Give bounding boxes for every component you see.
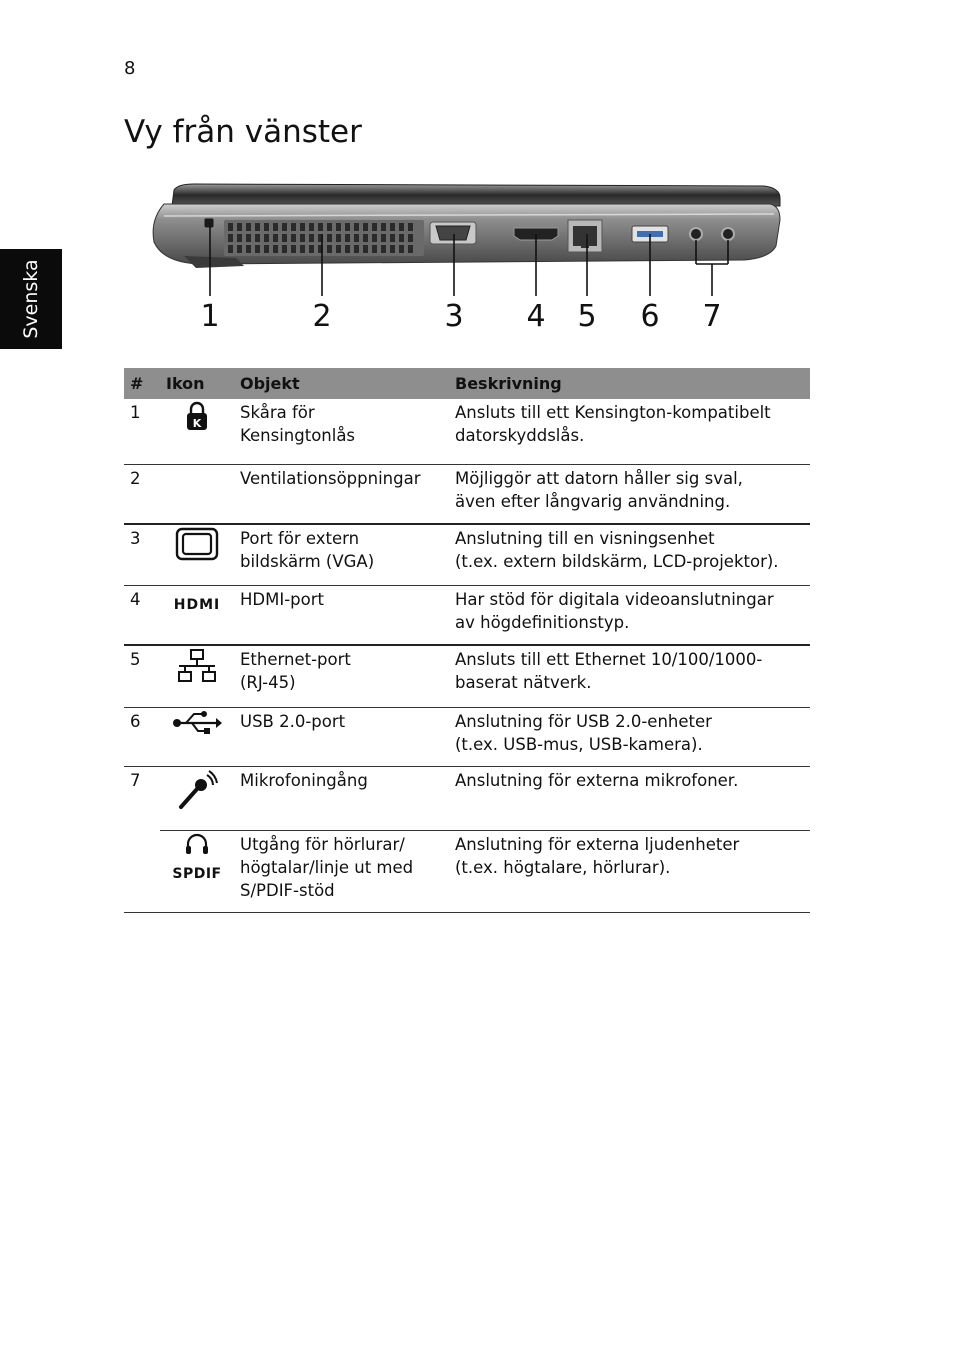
table-row xyxy=(124,645,810,707)
table-row xyxy=(124,586,810,646)
row-number: 2 xyxy=(124,464,160,524)
table-row xyxy=(124,464,810,524)
row-object: Port för extern bildskärm (VGA) xyxy=(234,524,449,586)
row-object: Utgång för hörlurar/ högtalar/linje ut med S/PDIF-stöd xyxy=(234,830,449,912)
row-number: 3 xyxy=(124,524,160,586)
row-number xyxy=(124,830,160,912)
row-object: Ventilationsöppningar xyxy=(234,464,449,524)
port-ethernet xyxy=(568,220,602,252)
table-header-row xyxy=(124,368,810,399)
spdif-label-icon: SPDIF xyxy=(172,865,222,882)
row-object: Ethernet-port (RJ-45) xyxy=(234,645,449,707)
row-description: Anslutning för USB 2.0-enheter (t.ex. USB-mus, USB-kamera). xyxy=(449,707,810,766)
row-number: 4 xyxy=(124,586,160,646)
row-icon-empty xyxy=(160,464,234,524)
table-row xyxy=(124,707,810,766)
row-object: HDMI-port xyxy=(234,586,449,646)
usb-icon xyxy=(172,710,222,736)
laptop-side-illustration xyxy=(124,176,810,346)
laptop-left-side-figure xyxy=(124,176,810,346)
row-description: Möjliggör att datorn håller sig sval, även efter långvarig användning. xyxy=(449,464,810,524)
row-description: Anslutning för externa mikrofoner. xyxy=(449,766,810,830)
row-description: Ansluts till ett Kensington-kompatibelt datorskyddslås. xyxy=(449,399,810,464)
microphone-icon xyxy=(175,769,219,811)
port-mic xyxy=(690,228,702,240)
row-number: 6 xyxy=(124,707,160,766)
callout-5: 5 xyxy=(577,299,597,334)
callout-6: 6 xyxy=(640,299,660,334)
callout-3: 3 xyxy=(444,299,464,334)
headphone-icon xyxy=(184,833,210,855)
header-description: Beskrivning xyxy=(449,368,810,399)
table-row xyxy=(124,830,810,912)
laptop-lid xyxy=(172,184,780,206)
page-number: 8 xyxy=(124,58,136,79)
kensington-lock-icon xyxy=(185,401,209,431)
ventilation-grille xyxy=(224,220,424,256)
row-description: Ansluts till ett Ethernet 10/100/1000- baserat nätverk. xyxy=(449,645,810,707)
port-vga xyxy=(430,222,476,244)
row-number: 7 xyxy=(130,770,141,790)
table-row xyxy=(124,766,810,830)
callout-4: 4 xyxy=(526,299,546,334)
ethernet-network-icon xyxy=(175,648,219,684)
page-title: Vy från vänster xyxy=(124,114,362,150)
callout-7: 7 xyxy=(702,299,722,334)
ports-table xyxy=(124,368,810,913)
row-description: Anslutning för externa ljudenheter (t.ex. högtalare, hörlurar). xyxy=(449,830,810,912)
table-row xyxy=(124,399,810,464)
row-description: Anslutning till en visningsenhet (t.ex. extern bildskärm, LCD-projektor). xyxy=(449,524,810,586)
row-description: Har stöd för digitala videoanslutningar av högdefinitionstyp. xyxy=(449,586,810,646)
svg-text:K: K xyxy=(192,417,202,430)
row-number: 5 xyxy=(124,645,160,707)
port-kensington xyxy=(204,218,214,228)
table-row xyxy=(124,524,810,586)
row-object: USB 2.0-port xyxy=(234,707,449,766)
callout-1: 1 xyxy=(200,299,220,334)
hdmi-icon: HDMI xyxy=(173,597,221,613)
header-num: # xyxy=(124,368,160,399)
row-number: 1 xyxy=(124,399,160,464)
vga-monitor-icon xyxy=(175,527,219,561)
callout-2: 2 xyxy=(312,299,332,334)
header-object: Objekt xyxy=(234,368,449,399)
language-side-tab xyxy=(0,249,62,349)
row-object: Skåra för Kensingtonlås xyxy=(234,399,449,464)
port-headphone xyxy=(722,228,734,240)
language-tab-label: Svenska xyxy=(20,259,42,339)
header-icon: Ikon xyxy=(160,368,234,399)
row-object: Mikrofoningång xyxy=(234,766,449,830)
